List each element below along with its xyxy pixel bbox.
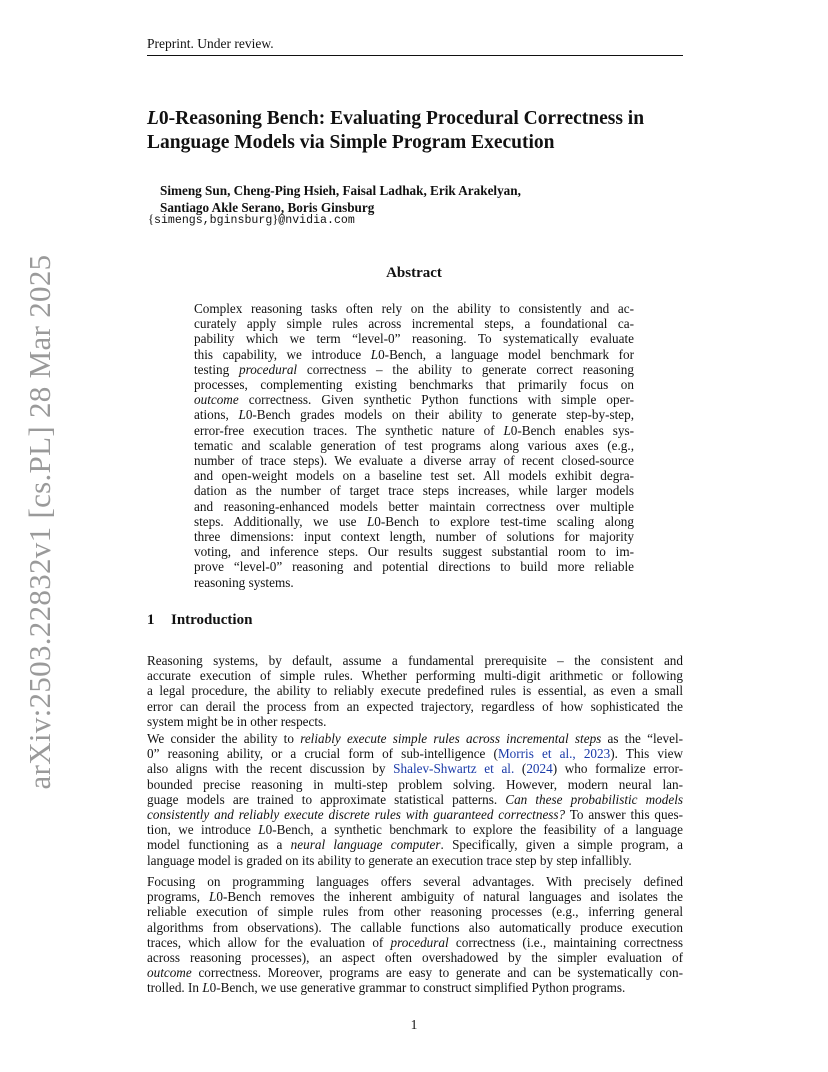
abstract-line: prove “level-0” reasoning and potential directions to build more reliable <box>194 559 634 575</box>
body-line: bounded precise reasoning in multi-step problem solving. However, modern neural lan- <box>147 776 683 792</box>
title-line-2: Language Models via Simple Program Execution <box>147 132 555 153</box>
body-line: system might be in other respects. <box>147 713 327 729</box>
body-line: programs, L0-Bench removes the inherent ambiguity of natural languages and isolates the <box>147 889 683 905</box>
abstract-body <box>194 301 634 590</box>
abstract-line: reasoning systems. <box>194 574 294 590</box>
abstract-heading: Abstract <box>386 265 442 281</box>
authors-line-2: Santiago Akle Serano, Boris Ginsburg <box>160 200 375 215</box>
body-line: accurate execution of simple rules. Whether performing multi-digit arithmetic or following <box>147 668 683 684</box>
abstract-line: dation as the number of target trace steps increases, while larger models <box>194 483 634 499</box>
abstract-line: and reasoning-enhanced models better maintain correctness over multiple <box>194 498 634 514</box>
abstract-line: error-free execution traces. The synthetic nature of L0-Bench enables sys- <box>194 422 635 438</box>
body-line: reliable execution of simple rules from other reasoning processes (e.g., inferring general <box>147 904 683 920</box>
section-title: Introduction <box>171 612 253 628</box>
intro-paragraph-3 <box>147 874 683 996</box>
abstract-line: this capability, we introduce L0-Bench, a language model benchmark for <box>194 346 634 362</box>
body-line: language model is graded on its ability to generate an execution trace step by step infallibly. <box>147 852 632 868</box>
header-rule <box>147 55 683 56</box>
abstract-line: Complex reasoning tasks often rely on the ability to consistently and ac- <box>194 301 634 316</box>
body-line: consistently and reliably execute discrete rules with guaranteed correctness? To answer this ques- <box>147 807 683 823</box>
body-line: also aligns with the recent discussion by Shalev-Shwartz et al. (2024) who formalize error- <box>147 761 684 777</box>
abstract-line: three dimensions: input context length, number of solutions for majority <box>194 529 634 545</box>
body-line: 0” reasoning ability, or a crucial form of sub-intelligence (Morris et al., 2023). This view <box>147 746 683 762</box>
title-line-1: 0-Reasoning Bench: Evaluating Procedural Correctness in <box>158 108 645 129</box>
title-italic-l: L <box>147 108 159 129</box>
abstract-line: testing procedural correctness – the ability to generate correct reasoning <box>194 361 634 377</box>
arxiv-identifier: arXiv:2503.22832v1 [cs.PL] 28 Mar 2025 <box>22 254 57 790</box>
intro-paragraph-2 <box>147 731 683 868</box>
abstract-line: ations, L0-Bench grades models on their ability to generate step-by-step, <box>194 407 634 423</box>
intro-paragraph-1 <box>147 653 683 729</box>
body-line: outcome correctness. Moreover, programs are easy to generate and can be systematically con- <box>147 965 683 981</box>
abstract-line: pability which we term “level-0” reasoning. To systematically evaluate <box>194 331 634 347</box>
citation-link[interactable]: Morris et al., 2023 <box>497 746 611 762</box>
body-line: model functioning as a neural language computer. Specifically, given a simple program, a <box>147 837 683 853</box>
page-number: 1 <box>410 1017 418 1032</box>
body-line: tion, we introduce L0-Bench, a synthetic benchmark to explore the feasibility of a language <box>147 822 683 838</box>
body-line: traces, which allow for the evaluation of procedural correctness (i.e., maintaining correctness <box>147 934 683 950</box>
header-note: Preprint. Under review. <box>147 36 274 51</box>
abstract-line: number of trace steps). We evaluate a diverse array of recent closed-source <box>194 453 634 469</box>
abstract-line: tematic and scalable generation of test programs along various axes (e.g., <box>194 437 634 453</box>
citation-link[interactable]: Shalev-Shwartz et al. <box>393 761 515 777</box>
abstract-line: and open-weight models on a baseline test set. All models exhibit degra- <box>194 468 634 484</box>
paper-title <box>147 107 687 155</box>
authors-line-1: Simeng Sun, Cheng-Ping Hsieh, Faisal Ladhak, Erik Arakelyan, <box>160 183 521 198</box>
body-line: Reasoning systems, by default, assume a fundamental prerequisite – the consistent and <box>147 653 683 668</box>
body-line: trolled. In L0-Bench, we use generative grammar to construct simplified Python programs. <box>147 980 626 996</box>
body-line: Focusing on programming languages offers several advantages. With precisely defined <box>147 874 683 889</box>
abstract-line: steps. Additionally, we use L0-Bench to explore test-time scaling along <box>194 513 634 529</box>
section-number: 1 <box>147 612 155 628</box>
body-line: guage models are trained to approximate statistical patterns. Can these probabilistic models <box>147 791 683 807</box>
citation-link[interactable]: 2024 <box>526 761 553 777</box>
abstract-line: voting, and inference steps. Our results suggest substantial room to im- <box>194 544 634 560</box>
section-heading-introduction <box>147 612 252 629</box>
body-line: We consider the ability to reliably execute simple rules across incremental steps as the “level- <box>147 731 683 746</box>
author-email: {simengs,bginsburg}@nvidia.com <box>148 212 355 227</box>
abstract-line: outcome correctness. Given synthetic Python functions with simple oper- <box>194 392 634 408</box>
body-line: a legal procedure, the ability to reliably execute predefined rules is essential, as even a small <box>147 683 683 699</box>
body-line: across reasoning processes), an aspect often overshadowed by the simpler evaluation of <box>147 950 683 966</box>
abstract-line: processes, complementing existing benchmarks that primarily focus on <box>194 377 634 393</box>
abstract-line: curately apply simple rules across incremental steps, a foundational ca- <box>194 316 634 332</box>
body-line: algorithms from observations). The callable functions also automatically produce execution <box>147 919 683 935</box>
body-line: error can derail the process from an expected trajectory, regardless of how sophisticated the <box>147 698 683 714</box>
